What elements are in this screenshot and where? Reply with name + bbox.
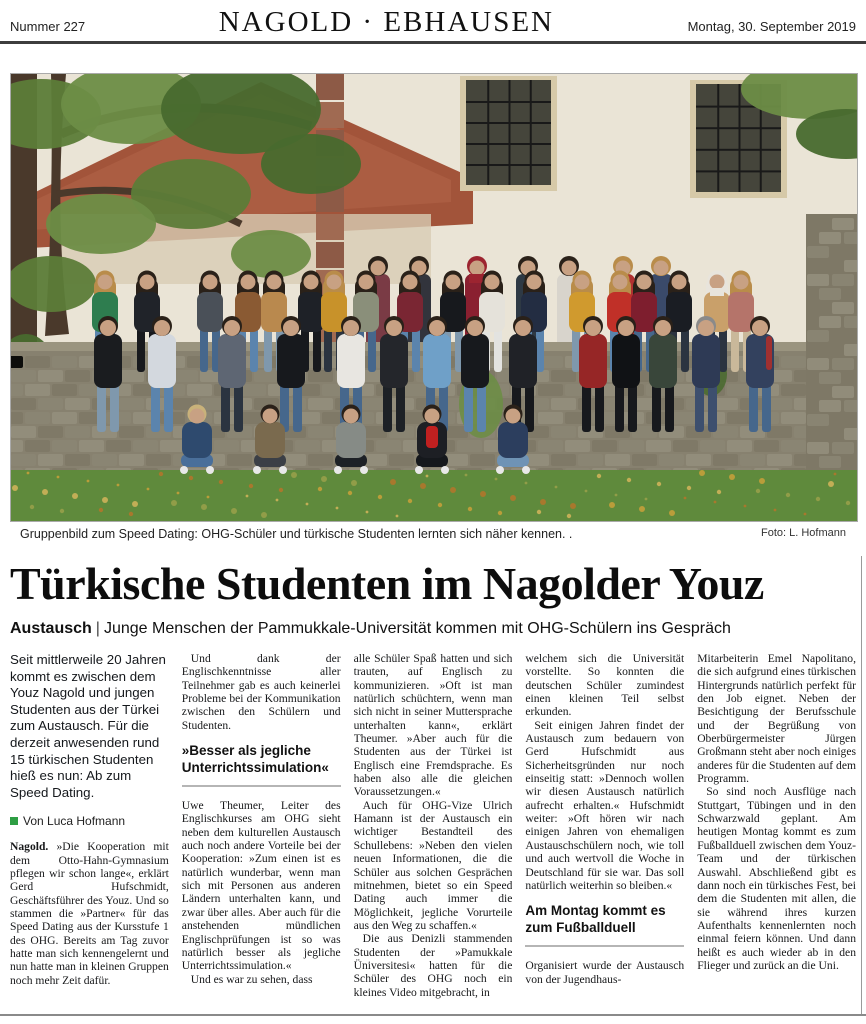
article-column [354, 652, 513, 1004]
body-paragraph: Und dank der Englischkenntnisse aller Teilnehmer gab es auch keinerlei Probleme bei der Kommunikation zwischen den Schülern und Studenten. [181, 652, 341, 732]
body-paragraph: Mitarbeiterin Emel Napolitano, die sich aufgrund eines türkischen Hintergrunds natürlich perfekt für den Job eignet. Neben der Besichtigung der Berufsschule und der Begrüßung von Oberbürgermeister Jürgen Großmann steht aber noch einiges anderes für die Studenten auf dem Programm. [697, 652, 856, 786]
subhead-rule [525, 945, 684, 947]
article-column [182, 652, 341, 1004]
body-paragraph: alle Schüler Spaß hatten und sich trauten, auf Englisch zu kommunizieren. »Oft ist man natürlich schüchtern, wenn man sich nicht in seiner Muttersprache unterhalten kann«, erklärt Theumer. »Aber auch für die Studenten aus der Türkei ist Englisch eine Fremdsprache. Es haben also alle die gleichen Voraussetzungen.« [353, 652, 513, 799]
subhead-rule [182, 785, 341, 787]
masthead [0, 0, 866, 44]
byline-bullet-icon [10, 817, 18, 825]
issue-date: Montag, 30. September 2019 [687, 19, 856, 34]
byline [10, 814, 169, 828]
body-paragraph: Nagold. »Die Kooperation mit dem Otto-Hahn-Gymnasium pflegen wir schon lange«, erklärt Gerd Hufschmidt, Geschäftsführer des Youz. Und so stammen die »Partner« für das Speed Dating aus der Kursstufe 1 des OHG. Bereits am Tag zuvor hatte man sich kennengelernt und nun hatte man in kleinen Gruppen noch mehr Zeit dafür. [10, 840, 169, 987]
article-column [10, 652, 169, 1004]
body-paragraph: Die aus Denizli stammenden Studenten der »Pamukkale Üniversitesi« hatten für die Schüler des OHG noch ein kleines Video mitgebracht, in [353, 932, 513, 999]
kicker-separator: | [95, 620, 100, 637]
issue-number: Nummer 227 [10, 19, 86, 34]
article-column [525, 652, 684, 1004]
right-column-rule [861, 556, 862, 1014]
byline-text: Von Luca Hofmann [23, 814, 126, 829]
body-paragraph: Seit einigen Jahren findet der Austausch zum bedauern von Gerd Hufschmidt aus Sicherheitsgründen nur noch einseitig statt: »Dennoch wollen wir diesen Austausch natürlich aufrecht erhalten.« Hufschmidt weiter: »Oft hören wir nach einigen Jahren von ehemaligen Austauschschülern noch, wie toll und auch wertvoll die Woche in Deutschland für sie war. Das soll natürlich weiterhin so bleiben.« [525, 718, 685, 892]
article-subhead: Junge Menschen der Pammukkale-Universität kommen mit OHG-Schülern ins Gespräch [103, 620, 731, 637]
article-column [697, 652, 856, 1004]
column-subhead: »Besser als jegliche Unterrichtssimulation« [181, 743, 329, 776]
article-columns [10, 652, 856, 1004]
body-paragraph: Uwe Theumer, Leiter des Englischkurses am OHG sieht neben dem kulturellen Austausch auch noch andere Vorteile bei der Kooperation: »Zum einen ist es natürlich wunderbar, wenn man sich mit Personen aus anderen Ländern unterhalten kann, und zwar über alles. Aber auch für die anstehenden mündlichen Englischprüfungen ist so was natürlich besser als jegliche Unterrichtssimulation.« [181, 799, 341, 973]
body-paragraph: Organisiert wurde der Austausch von der Jugendhaus- [525, 959, 685, 986]
body-paragraph: Und es war zu sehen, dass [190, 972, 313, 986]
group-photo-illustration [10, 73, 858, 522]
kicker-label: Austausch [10, 620, 92, 637]
body-paragraph: Auch für OHG-Vize Ulrich Hamann ist der Austausch ein wichtiger Bestandteil des Schullebens: »Neben den vielen neuen Informationen, die die Schüler aus solchen Gesprächen mitnehmen, bietet so ein Speed Dating auch immer die Möglichkeit, jegliche Vorurteile aus den Weg zu schaffen.« [353, 798, 513, 932]
bottom-rule [0, 1014, 866, 1016]
article-headline: Türkische Studenten im Nagolder Youz [10, 558, 764, 609]
photo-credit: Foto: L. Hofmann [761, 527, 846, 539]
photo-caption: Gruppenbild zum Speed Dating: OHG-Schüler und türkische Studenten lernten sich näher kennen. . [20, 527, 573, 541]
body-paragraph: So sind noch Ausflüge nach Stuttgart, Tübingen und in den Schwarzwald geplant. Am heutigen Montag kommt es zum Fußballduell zwischen dem Youz-Team und der türkischen Auswahl. Abschließend gibt es dann noch ein türkisches Fest, bei dem die Studenten mit allen, die sie während ihres kurzen Aufenthalts kennenlernten noch einmal feiern können. Und dann heißt es auch wieder ab in den Flieger und zurück an die Uni. [697, 785, 856, 972]
group-photo [10, 73, 856, 541]
column-subhead: Am Montag kommt es zum Fußballduell [525, 903, 666, 936]
section-title: NAGOLD · EBHAUSEN [218, 6, 554, 38]
body-paragraph: welchem sich die Universität vorstellte. So konnten die deutschen Schüler zumindest einen kleinen Teil selbst erkunden. [525, 652, 685, 719]
article-kicker-row [10, 620, 856, 638]
lead-paragraph: Seit mittlerweile 20 Jahren kommt es zwischen dem Youz Nagold und jungen Studenten aus der Türkei zum Austausch. Für die derzeit anwesenden rund 15 türkischen Studenten hieß es nun: Ab zum Speed Dating. [10, 652, 166, 800]
